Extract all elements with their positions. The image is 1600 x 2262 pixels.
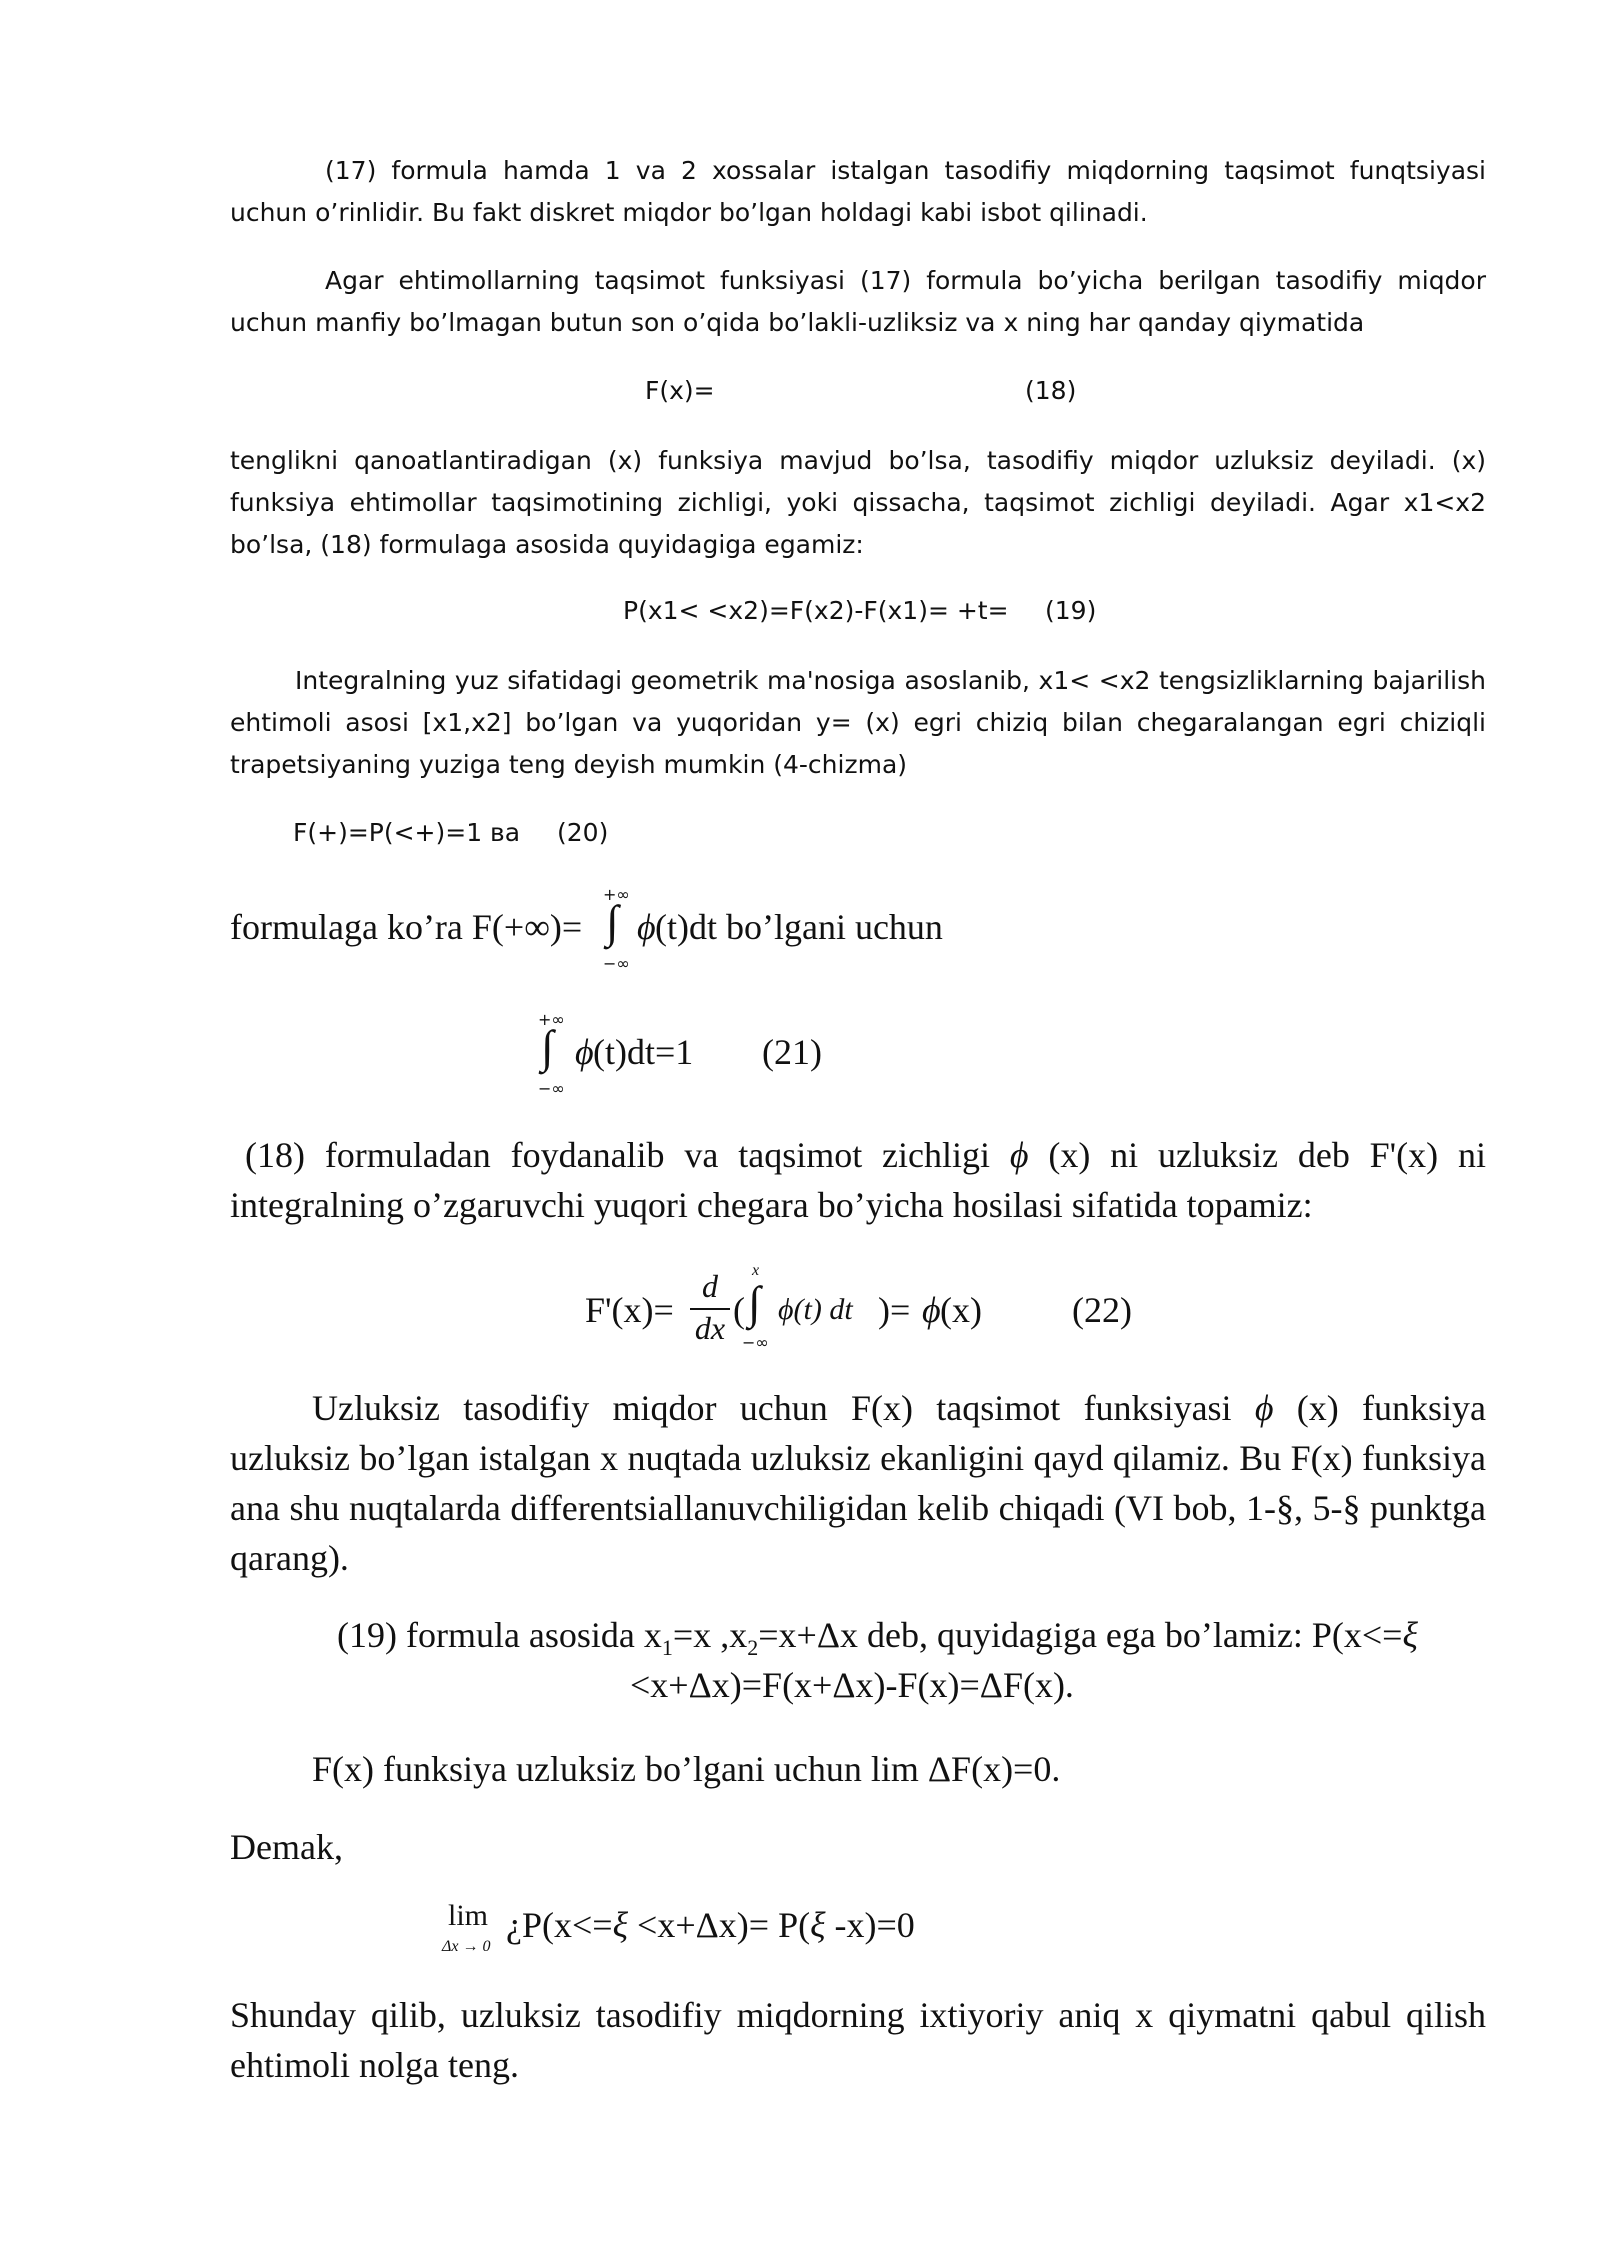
- eq21-upper-limit: +∞: [538, 1010, 565, 1029]
- lim-subscript: Δx → 0: [442, 1938, 491, 1955]
- eq19-number: (19): [1045, 596, 1097, 625]
- p7-text-b: (x) funksiya uzluksiz bo’lgan istalgan x nuqtada uzluksiz ekanligini qayd qilamiz. Bu F(x) funksiya ana shu nuqtalarda differentsiallanuvchiligidan kelib chiqadi (VI bob, 1-§, 5-§ punktga qarang).: [230, 1388, 1486, 1578]
- p8-xi: ξ: [1402, 1615, 1418, 1655]
- paragraph-10: Demak,: [230, 1827, 343, 1867]
- eq19-lhs: P(x1< <x2)=F(x2)-F(x1)= +t=: [623, 596, 1009, 625]
- lim-glyph-char: ¿: [506, 1905, 522, 1945]
- eq22-integrand: ϕ(t) dt: [778, 1293, 853, 1326]
- paragraph-11: Shunday qilib, uzluksiz tasodifiy miqdorning ixtiyoriy aniq x qiymatni qabul qilish ehtimoli nolga teng.: [230, 1995, 1486, 2085]
- eq21-phi: ϕ: [575, 1032, 594, 1072]
- eq18-lhs: F(x)=: [645, 376, 715, 405]
- eq18-number: (18): [1025, 376, 1077, 405]
- p8-sub-2: 2: [747, 1635, 759, 1661]
- lim-text-b: <x+Δx)= P(: [628, 1905, 811, 1945]
- eq22-lower-limit: −∞: [742, 1333, 769, 1352]
- eq22-lhs: F'(x)=: [585, 1290, 674, 1330]
- p6-text-b: (x) ni uzluksiz deb F'(x) ni integralning o’zgaruvchi yuqori chegara bo’yicha hosilasi sifatida topamiz:: [230, 1135, 1486, 1225]
- paragraph-9: F(x) funksiya uzluksiz bo’lgani uchun lim ΔF(x)=0.: [312, 1749, 1061, 1789]
- eq22-phi: ϕ: [922, 1290, 941, 1330]
- eq22-rhs-a: )=: [878, 1290, 911, 1330]
- eq22-fraction-numerator: d: [702, 1268, 718, 1304]
- p8-text-c: =x+Δx deb, quyidagiga ega bo’lamiz: P(x<=: [758, 1615, 1403, 1655]
- lim-text-a: P(x<=: [521, 1905, 613, 1945]
- paragraph-6: [230, 1130, 1486, 1230]
- paragraph-4: Integralning yuz sifatidagi geometrik ma'nosiga asoslanib, x1< <x2 tengsizliklarning bajarilish ehtimoli asosi [x1,x2] bo’lgan va yuqoridan y= (x) egri chiziq bilan chegaralangan egri chiziqli trapetsiyaning yuziga teng deyish mumkin (4-chizma): [230, 666, 1486, 779]
- paragraph-3: tenglikni qanoatlantiradigan (x) funksiya mavjud bo’lsa, tasodifiy miqdor uzluksiz deyiladi. (x) funksiya ehtimollar taqsimotining zichligi, yoki qissacha, taqsimot zichligi deyiladi. Agar x1<x2 bo’lsa, (18) formulaga asosida quyidagiga egamiz:: [230, 446, 1486, 559]
- line5-phi: ϕ: [637, 907, 656, 947]
- eq22-open-paren: (: [733, 1290, 745, 1330]
- lim-xi: ξ: [612, 1905, 629, 1945]
- paragraph-2: Agar ehtimollarning taqsimot funksiyasi (17) formula bo’yicha berilgan tasodifiy miqdor uchun manfiy bo’lmagan butun son o’qida bo’lakli-uzliksiz va x ning har qanday qiymatida: [230, 266, 1486, 337]
- line5-upper-limit: +∞: [603, 885, 630, 904]
- line5-lower-limit: −∞: [603, 954, 630, 973]
- paragraph-7: [230, 1383, 1486, 1583]
- eq22-number: (22): [1072, 1290, 1132, 1330]
- line5-prefix: formulaga ko’ra F(+∞)=: [230, 907, 583, 947]
- eq21-integral-sign: ∫: [541, 1021, 554, 1072]
- lim-glyph: [506, 1900, 915, 1950]
- lim-text-c: -x)=0: [825, 1905, 915, 1945]
- eq20-lhs: F(+)=P(<+)=1 ва: [293, 818, 521, 847]
- eq22-fraction-denominator: dx: [694, 1310, 726, 1346]
- eq22-upper-limit: x: [752, 1262, 760, 1279]
- p6-text-a: (18) formuladan foydanalib va taqsimot zichligi: [245, 1135, 1010, 1175]
- paragraph-8-line-2: <x+Δx)=F(x+Δx)-F(x)=ΔF(x).: [630, 1665, 1074, 1705]
- eq21-lower-limit: −∞: [538, 1079, 565, 1098]
- p8-text-b: =x ,x: [672, 1615, 748, 1655]
- lim-xi-2: ξ: [810, 1905, 826, 1945]
- eq20-number: (20): [557, 818, 609, 847]
- eq21-number: (21): [762, 1032, 822, 1072]
- p8-sub-1: 1: [661, 1635, 673, 1661]
- line5-integral-sign: ∫: [606, 896, 619, 947]
- p7-text-a: Uzluksiz tasodifiy miqdor uchun F(x) taqsimot funksiyasi: [312, 1388, 1255, 1428]
- eq22-integral-sign: ∫: [748, 1277, 761, 1328]
- eq21-body: (t)dt=1: [593, 1032, 694, 1072]
- p7-phi: ϕ: [1254, 1388, 1274, 1428]
- line5-suffix: (t)dt bo’lgani uchun: [655, 907, 943, 947]
- eq22-rhs-b: (x): [940, 1290, 982, 1330]
- p6-phi: ϕ: [1009, 1135, 1029, 1175]
- p8-text-a: (19) formula asosida x: [337, 1615, 662, 1655]
- lim-word: lim: [448, 1899, 489, 1932]
- paragraph-1: (17) formula hamda 1 va 2 xossalar istalgan tasodifiy miqdorning taqsimot funqtsiyasi uchun o’rinlidir. Bu fakt diskret miqdor bo’lgan holdagi kabi isbot qilinadi.: [230, 156, 1486, 227]
